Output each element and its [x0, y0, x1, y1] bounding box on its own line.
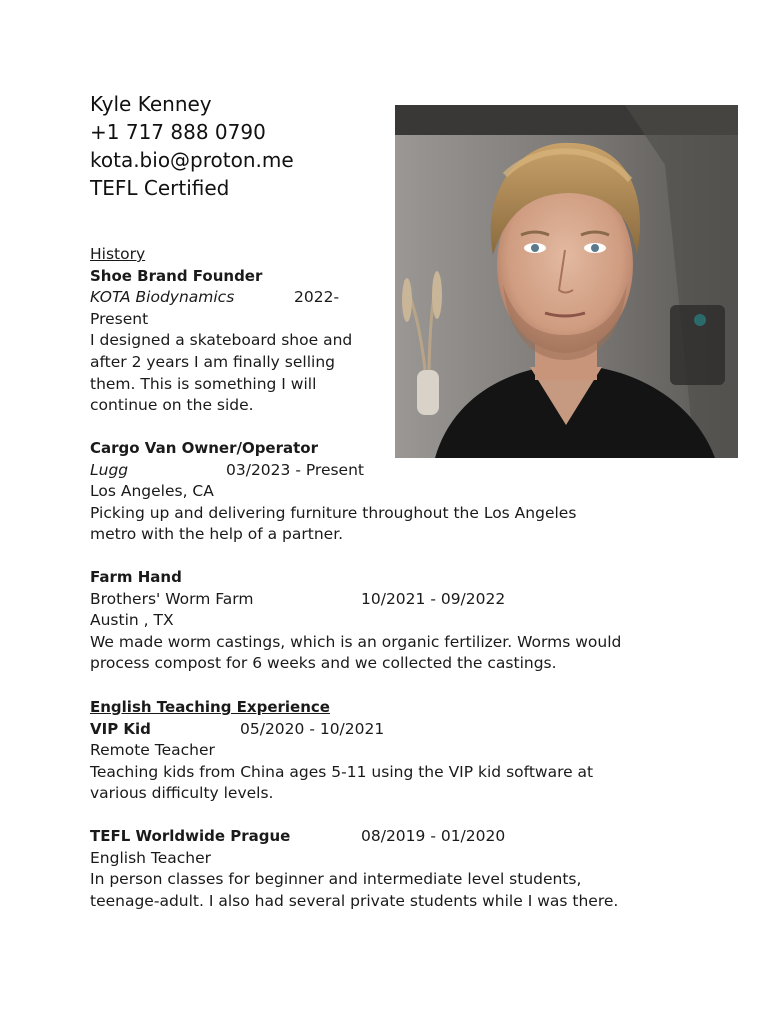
job-entry-worm-farm — [90, 567, 621, 675]
job-title: TEFL Worldwide Prague — [90, 827, 291, 845]
teaching-heading: English Teaching Experience — [90, 698, 330, 716]
job-role: Remote Teacher — [90, 741, 215, 760]
contact-header — [90, 90, 294, 202]
job-dates: 03/2023 - Present — [226, 460, 364, 479]
job-dates-continued: Present — [90, 309, 149, 328]
job-description-line: metro with the help of a partner. — [90, 525, 344, 544]
history-section — [90, 244, 352, 417]
job-entry-tefl-prague — [90, 826, 618, 912]
job-description-line: various difficulty levels. — [90, 784, 274, 803]
history-heading: History — [90, 245, 146, 263]
job-title: Cargo Van Owner/Operator — [90, 439, 318, 457]
job-description-line: In person classes for beginner and intermediate level students, — [90, 870, 582, 889]
job-description-line: We made worm castings, which is an organic fertilizer. Worms would — [90, 632, 622, 651]
job-entry-lugg — [90, 438, 576, 546]
job-company: Lugg — [90, 460, 129, 479]
job-description-line: Teaching kids from China ages 5-11 using the VIP kid software at — [90, 762, 594, 781]
job-location: Los Angeles, CA — [90, 482, 214, 501]
full-name: Kyle Kenney — [90, 92, 212, 116]
job-title: Farm Hand — [90, 568, 182, 586]
profile-photo — [395, 105, 738, 458]
job-role: English Teacher — [90, 848, 212, 867]
job-description-line: them. This is something I will — [90, 374, 317, 393]
job-title: Shoe Brand Founder — [90, 266, 263, 285]
job-dates: 2022- — [294, 288, 340, 307]
teaching-section — [90, 697, 593, 805]
email-address: kota.bio@proton.me — [90, 148, 294, 172]
job-description-line: continue on the side. — [90, 396, 254, 415]
phone-number: +1 717 888 0790 — [90, 120, 266, 144]
job-dates: 08/2019 - 01/2020 — [361, 827, 506, 845]
job-title: VIP Kid — [90, 719, 151, 738]
job-company: KOTA Biodynamics — [90, 288, 235, 307]
job-description-line: Picking up and delivering furniture throughout the Los Angeles — [90, 503, 577, 522]
job-description-line: after 2 years I am finally selling — [90, 352, 335, 371]
job-description-line: process compost for 6 weeks and we collected the castings. — [90, 654, 557, 673]
certification: TEFL Certified — [90, 176, 230, 200]
job-description-line: I designed a skateboard shoe and — [90, 331, 353, 350]
job-company: Brothers' Worm Farm — [90, 589, 254, 608]
job-description-line: teenage-adult. I also had several private students while I was there. — [90, 891, 619, 910]
job-dates: 10/2021 - 09/2022 — [361, 589, 506, 608]
job-location: Austin , TX — [90, 611, 174, 630]
job-dates: 05/2020 - 10/2021 — [240, 719, 385, 738]
